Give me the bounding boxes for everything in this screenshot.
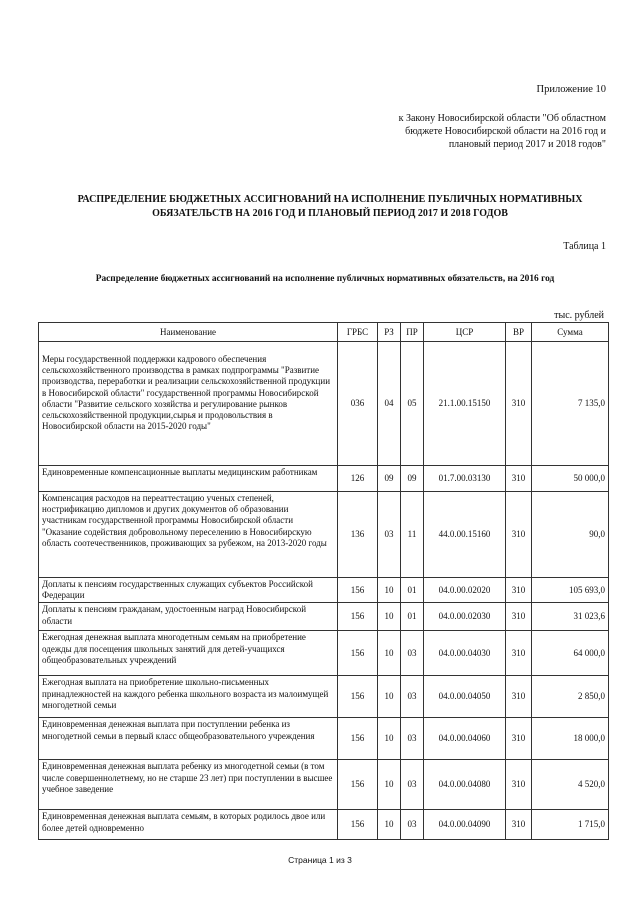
cell-vr: 310 [506,603,532,631]
cell-sum: 64 000,0 [532,631,609,676]
cell-csr: 01.7.00.03130 [424,466,506,492]
cell-rz: 10 [378,578,401,603]
cell-vr: 310 [506,492,532,578]
column-header-name: Наименование [39,323,338,342]
cell-vr: 310 [506,466,532,492]
cell-sum: 7 135,0 [532,342,609,466]
cell-pr: 03 [401,676,424,718]
cell-pr: 05 [401,342,424,466]
law-reference-line: бюджете Новосибирской области на 2016 год и [405,126,606,137]
cell-rz: 03 [378,492,401,578]
cell-pr: 03 [401,760,424,810]
cell-name: Единовременные компенсационные выплаты медицинским работникам [39,466,338,492]
cell-vr: 310 [506,676,532,718]
cell-name: Ежегодная выплата на приобретение школьно-письменных принадлежностей на каждого ребенка школьного возраста из малоимущей многодетной семьи [39,676,338,718]
cell-csr: 04.0.00.04080 [424,760,506,810]
page-footer: Страница 1 из 3 [288,855,352,865]
table-row [39,492,609,578]
cell-csr: 21.1.00.15150 [424,342,506,466]
law-reference-line: плановый период 2017 и 2018 годов" [448,139,606,150]
cell-grbs: 156 [338,578,378,603]
cell-csr: 04.0.00.04090 [424,810,506,840]
column-header-rz: РЗ [378,323,401,342]
law-reference [376,112,606,151]
cell-vr: 310 [506,578,532,603]
cell-rz: 10 [378,718,401,760]
document-title-line: ОБЯЗАТЕЛЬСТВ НА 2016 ГОД И ПЛАНОВЫЙ ПЕРИОД 2017 И 2018 ГОДОВ [152,208,508,219]
cell-sum: 1 715,0 [532,810,609,840]
cell-name: Меры государственной поддержки кадрового обеспечения сельскохозяйственного производства в рамках подпрограммы "Развитие производства, переработки и реализации сельскохозяйственной продукции в Новосибирской области" государственной программы Новосибирской области "Развитие сельского хозяйства и регулирование рынков сельскохозяйственной продукции,сырья и продовольствия в Новосибирской области на 2015-2020 годы" [39,342,338,466]
cell-name: Ежегодная денежная выплата многодетным семьям на приобретение одежды для посещения школьных занятий для детей-учащихся общеобразовательных учреждений [39,631,338,676]
cell-grbs: 156 [338,718,378,760]
allocation-table [38,322,609,840]
table-row [39,760,609,810]
cell-grbs: 136 [338,492,378,578]
cell-grbs: 126 [338,466,378,492]
cell-grbs: 036 [338,342,378,466]
cell-csr: 04.0.00.04060 [424,718,506,760]
cell-vr: 310 [506,718,532,760]
cell-csr: 04.0.00.04050 [424,676,506,718]
cell-rz: 04 [378,342,401,466]
table-subtitle: Распределение бюджетных ассигнований на исполнение публичных нормативных обязательств, на 2016 год [95,274,555,284]
cell-sum: 31 023,6 [532,603,609,631]
table-row [39,466,609,492]
cell-pr: 09 [401,466,424,492]
cell-sum: 50 000,0 [532,466,609,492]
table-number: Таблица 1 [563,241,606,252]
cell-rz: 10 [378,810,401,840]
cell-pr: 03 [401,718,424,760]
cell-csr: 04.0.00.02030 [424,603,506,631]
column-header-pr: ПР [401,323,424,342]
cell-name: Единовременная денежная выплата ребенку из многодетной семьи (в том числе совершеннолетнему, но не старше 23 лет) при поступлении в высшее учебное заведение [39,760,338,810]
cell-pr: 01 [401,578,424,603]
cell-sum: 18 000,0 [532,718,609,760]
cell-vr: 310 [506,342,532,466]
cell-csr: 44.0.00.15160 [424,492,506,578]
cell-name: Доплаты к пенсиям гражданам, удостоенным наград Новосибирской области [39,603,338,631]
cell-sum: 4 520,0 [532,760,609,810]
cell-vr: 310 [506,810,532,840]
cell-pr: 03 [401,810,424,840]
column-header-sum: Сумма [532,323,609,342]
cell-rz: 10 [378,676,401,718]
table-header-row [39,323,609,342]
cell-vr: 310 [506,760,532,810]
cell-vr: 310 [506,631,532,676]
table-row [39,342,609,466]
cell-name: Единовременная денежная выплата при поступлении ребенка из многодетной семьи в первый класс общеобразовательного учреждения [39,718,338,760]
cell-rz: 09 [378,466,401,492]
cell-rz: 10 [378,760,401,810]
table-row [39,603,609,631]
table-row [39,578,609,603]
column-header-grbs: ГРБС [338,323,378,342]
cell-name: Компенсация расходов на переаттестацию ученых степеней, нострификацию дипломов и других документов об образовании участникам государственной программы Новосибирской области "Оказание содействия добровольному переселению в Новосибирскую область соотечественников, проживающих за рубежом, на 2013-2020 годы [39,492,338,578]
appendix-label: Приложение 10 [536,84,606,95]
cell-grbs: 156 [338,603,378,631]
document-title-line: РАСПРЕДЕЛЕНИЕ БЮДЖЕТНЫХ АССИГНОВАНИЙ НА ИСПОЛНЕНИЕ ПУБЛИЧНЫХ НОРМАТИВНЫХ [77,194,583,205]
cell-pr: 11 [401,492,424,578]
column-header-csr: ЦСР [424,323,506,342]
column-header-vr: ВР [506,323,532,342]
cell-name: Доплаты к пенсиям государственных служащих субъектов Российской Федерации [39,578,338,603]
cell-pr: 03 [401,631,424,676]
cell-grbs: 156 [338,760,378,810]
cell-sum: 90,0 [532,492,609,578]
cell-grbs: 156 [338,631,378,676]
law-reference-line: к Закону Новосибирской области "Об областном [398,113,606,124]
document-title [60,193,600,221]
table-row [39,676,609,718]
cell-rz: 10 [378,631,401,676]
cell-name: Единовременная денежная выплата семьям, в которых родилось двое или более детей одновременно [39,810,338,840]
table-row [39,810,609,840]
cell-grbs: 156 [338,810,378,840]
cell-pr: 01 [401,603,424,631]
table-row [39,631,609,676]
units-label: тыс. рублей [554,310,604,321]
cell-csr: 04.0.00.02020 [424,578,506,603]
cell-grbs: 156 [338,676,378,718]
cell-rz: 10 [378,603,401,631]
cell-sum: 105 693,0 [532,578,609,603]
cell-sum: 2 850,0 [532,676,609,718]
table-row [39,718,609,760]
cell-csr: 04.0.00.04030 [424,631,506,676]
